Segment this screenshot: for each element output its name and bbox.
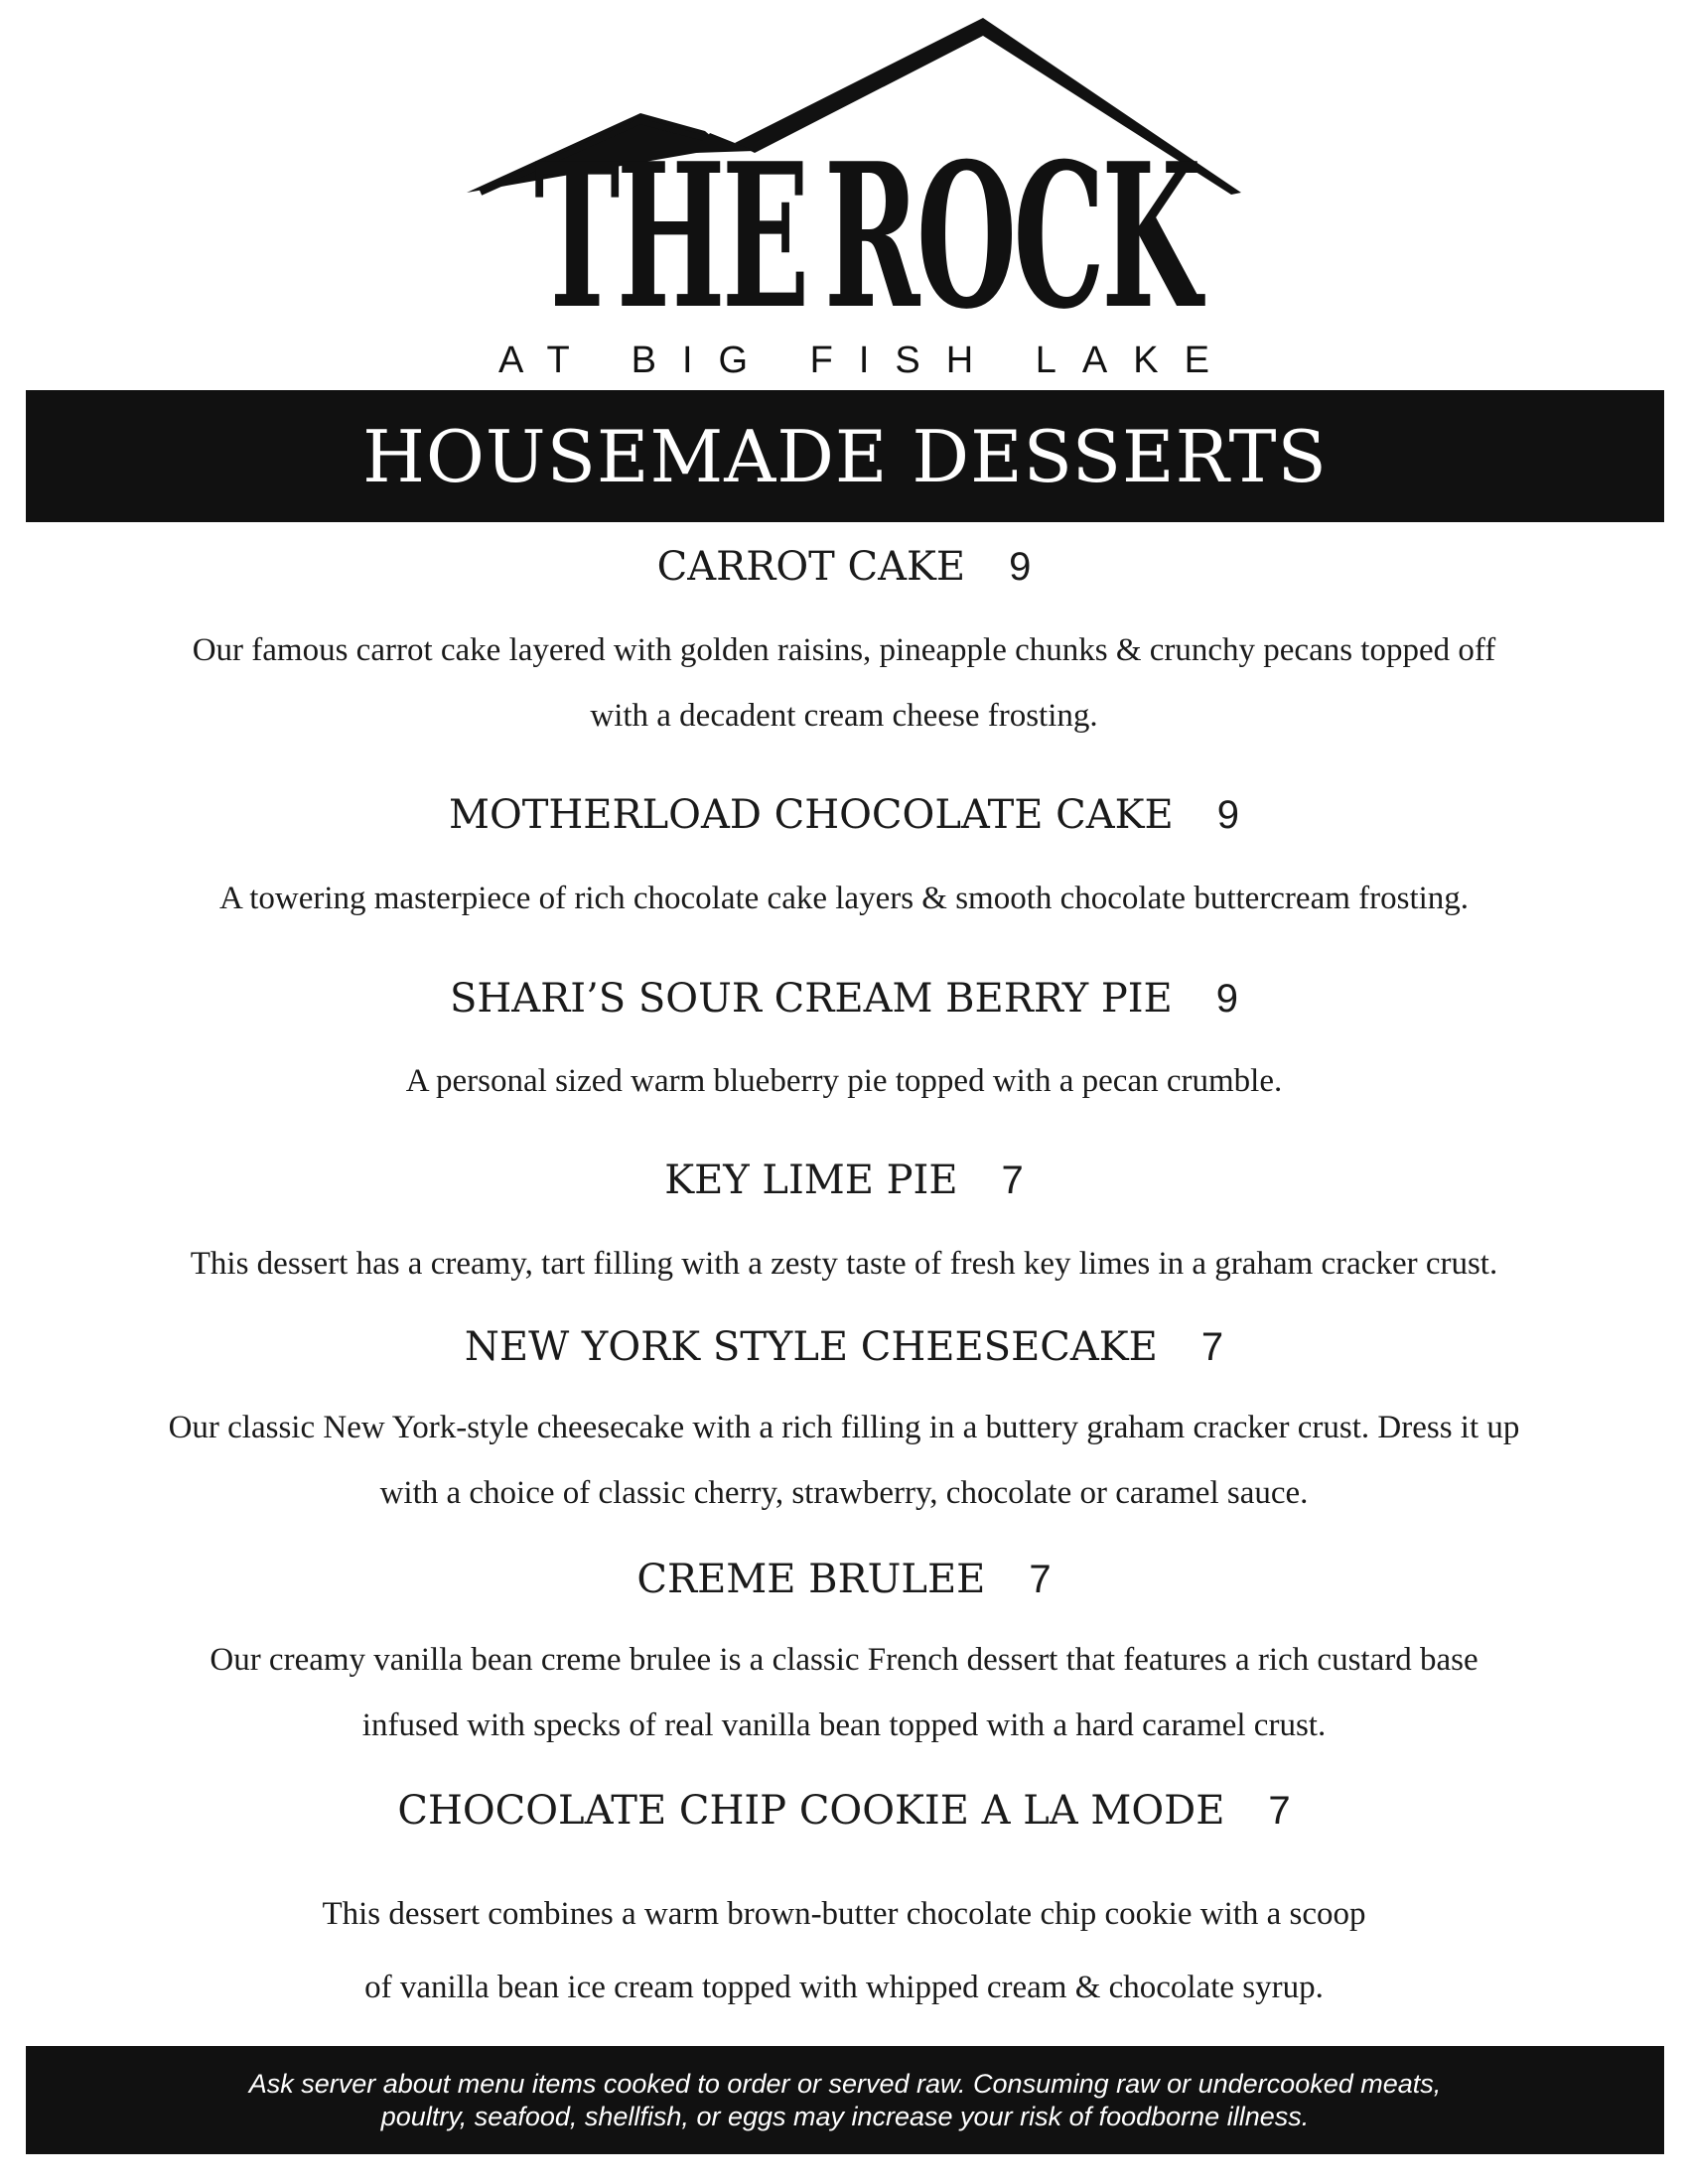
menu-item-price: 9	[1215, 977, 1239, 1021]
menu-item-description: A towering masterpiece of rich chocolate cake layers & smooth chocolate buttercream frosting.	[218, 881, 1470, 916]
menu-item-price: 9	[1216, 793, 1239, 837]
menu-item-name: MOTHERLOAD CHOCOLATE CAKE 9	[448, 792, 1239, 838]
menu-item-description: Our famous carrot cake layered with golden raisins, pineapple chunks & crunchy pecans topped off with a decadent cream cheese frosting.	[192, 632, 1496, 734]
menu-item-price: 7	[1001, 1159, 1024, 1202]
menu-item-price: 7	[1268, 1789, 1291, 1833]
menu-banner	[26, 390, 1664, 522]
menu-item-name: CREME BRULEE 7	[636, 1557, 1052, 1602]
menu-item-description: A personal sized warm blueberry pie topped with a pecan crumble.	[405, 1063, 1283, 1099]
logo-subtitle: AT BIG FISH LAKE	[498, 340, 1235, 381]
menu-item-description: Our classic New York-style cheesecake with a rich filling in a buttery graham cracker crust. Dress it up with a choice of classic cherry, strawberry, chocolate or caramel sauce.	[168, 1410, 1520, 1511]
menu-item-name: CARROT CAKE 9	[656, 544, 1032, 590]
disclaimer-line-2: poultry, seafood, shellfish, or eggs may increase your risk of foodborne illness.	[380, 2101, 1310, 2131]
menu-item-name: NEW YORK STYLE CHEESECAKE 7	[464, 1324, 1224, 1370]
menu-item-name: SHARI’S SOUR CREAM BERRY PIE 9	[449, 976, 1239, 1022]
menu-item-description: This dessert combines a warm brown-butter chocolate chip cookie with a scoop of vanilla bean ice cream topped with whipped cream & chocolate syrup.	[322, 1896, 1366, 2005]
menu-item-price: 7	[1029, 1558, 1052, 1601]
menu-item-name: CHOCOLATE CHIP COOKIE A LA MODE 7	[397, 1788, 1291, 1834]
logo-word-the: THE	[534, 120, 806, 353]
menu-item-description: Our creamy vanilla bean creme brulee is a classic French dessert that features a rich custard base infused with specks of real vanilla bean topped with a hard caramel crust.	[210, 1642, 1478, 1743]
menu-title: HOUSEMADE DESSERTS	[362, 414, 1328, 498]
menu-item-name: KEY LIME PIE 7	[664, 1158, 1024, 1203]
disclaimer-line-1: Ask server about menu items cooked to order or served raw. Consuming raw or undercooked meats,	[248, 2068, 1442, 2099]
menu-item-description: This dessert has a creamy, tart filling with a zesty taste of fresh key limes in a graham cracker crust.	[190, 1246, 1498, 1282]
food-safety-disclaimer	[26, 2046, 1664, 2154]
restaurant-logo	[467, 14, 1241, 381]
logo-word-rock: ROCK	[824, 120, 1198, 353]
menu-item-price: 9	[1009, 545, 1032, 589]
menu-item-price: 7	[1200, 1325, 1224, 1369]
